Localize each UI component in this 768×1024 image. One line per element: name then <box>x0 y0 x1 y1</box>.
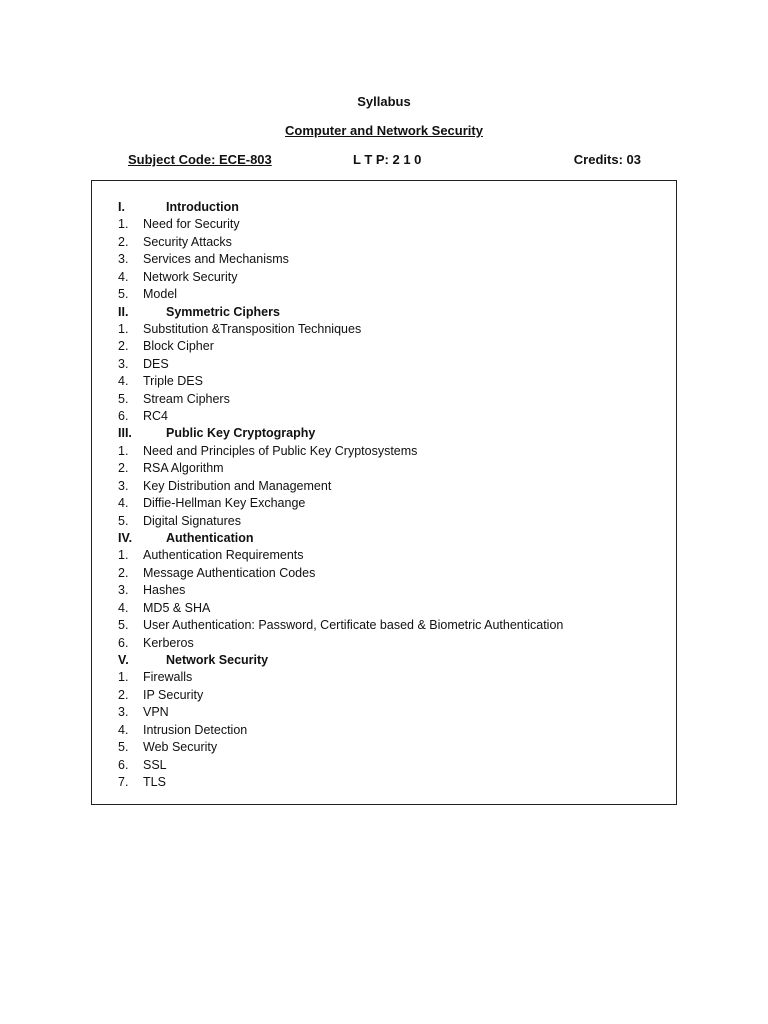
item-text: Intrusion Detection <box>143 722 248 737</box>
item-text: Network Security <box>166 652 269 667</box>
item-number: 1. <box>118 548 129 563</box>
item-number: 6. <box>118 757 129 772</box>
item-text: Hashes <box>143 583 186 598</box>
item-text: RSA Algorithm <box>143 461 224 476</box>
item-number: 4. <box>118 269 129 284</box>
item-number: 3. <box>118 356 129 371</box>
ltp-value: L T P: 2 1 0 <box>353 152 422 167</box>
item-text: Key Distribution and Management <box>143 478 332 493</box>
item-number: 1. <box>118 670 129 685</box>
document-title: Syllabus <box>357 94 411 109</box>
item-number: 3. <box>118 583 129 598</box>
item-text: VPN <box>143 705 169 720</box>
item-text: Introduction <box>166 200 239 214</box>
item-number: 2. <box>118 461 129 476</box>
item-text: Triple DES <box>143 374 203 389</box>
item-number: 1. <box>118 217 129 232</box>
item-number: 5. <box>118 391 129 406</box>
item-number: 4. <box>118 374 129 389</box>
item-text: Kerberos <box>143 635 194 650</box>
item-text: Firewalls <box>143 670 193 685</box>
item-text: DES <box>143 356 169 371</box>
item-number: 5. <box>118 287 129 302</box>
item-number: II. <box>118 304 129 319</box>
item-text: Need for Security <box>143 217 240 232</box>
item-text: Symmetric Ciphers <box>166 304 280 319</box>
item-text: Diffie-Hellman Key Exchange <box>143 496 306 511</box>
item-number: 5. <box>118 513 129 528</box>
item-number: 2. <box>118 234 129 249</box>
item-number: 7. <box>118 774 129 789</box>
syllabus-content-box <box>91 180 677 805</box>
item-number: 4. <box>118 496 129 511</box>
document-subtitle: Computer and Network Security <box>285 123 483 138</box>
item-text: RC4 <box>143 409 169 424</box>
credits-value: Credits: 03 <box>573 152 641 167</box>
item-number: 2. <box>118 565 129 580</box>
item-text: Web Security <box>143 740 218 755</box>
item-text: Security Attacks <box>143 234 232 249</box>
item-number: 4. <box>118 600 129 615</box>
subject-meta-row <box>0 152 768 168</box>
item-text: User Authentication: Password, Certificate based & Biometric Authentication <box>143 618 564 633</box>
item-text: SSL <box>143 757 167 772</box>
item-text: IP Security <box>143 687 204 702</box>
item-text: Stream Ciphers <box>143 391 230 406</box>
item-number: IV. <box>118 531 133 546</box>
item-number: 3. <box>118 478 129 493</box>
item-number: 6. <box>118 409 129 424</box>
item-number: 5. <box>118 618 129 633</box>
item-number: 4. <box>118 722 129 737</box>
item-number: 1. <box>118 321 129 336</box>
item-number: V. <box>118 652 129 667</box>
item-text: Message Authentication Codes <box>143 565 316 580</box>
item-number: 2. <box>118 339 129 354</box>
item-number: 2. <box>118 687 129 702</box>
item-number: III. <box>118 426 132 441</box>
item-number: 6. <box>118 635 129 650</box>
item-number: 3. <box>118 705 129 720</box>
item-text: MD5 & SHA <box>143 600 211 615</box>
item-text: Need and Principles of Public Key Cryptosystems <box>143 443 418 458</box>
subject-code: Subject Code: ECE-803 <box>128 152 272 167</box>
item-text: TLS <box>143 774 166 789</box>
item-text: Substitution &Transposition Techniques <box>143 321 362 336</box>
item-text: Authentication Requirements <box>143 548 304 563</box>
item-number: 1. <box>118 443 129 458</box>
item-text: Services and Mechanisms <box>143 252 289 267</box>
item-number: I. <box>118 200 125 214</box>
item-number: 3. <box>118 252 129 267</box>
item-text: Digital Signatures <box>143 513 241 528</box>
item-text: Authentication <box>166 531 254 546</box>
item-text: Network Security <box>143 269 238 284</box>
item-text: Public Key Cryptography <box>166 426 316 441</box>
item-text: Model <box>143 287 178 302</box>
item-text: Block Cipher <box>143 339 214 354</box>
item-number: 5. <box>118 740 129 755</box>
